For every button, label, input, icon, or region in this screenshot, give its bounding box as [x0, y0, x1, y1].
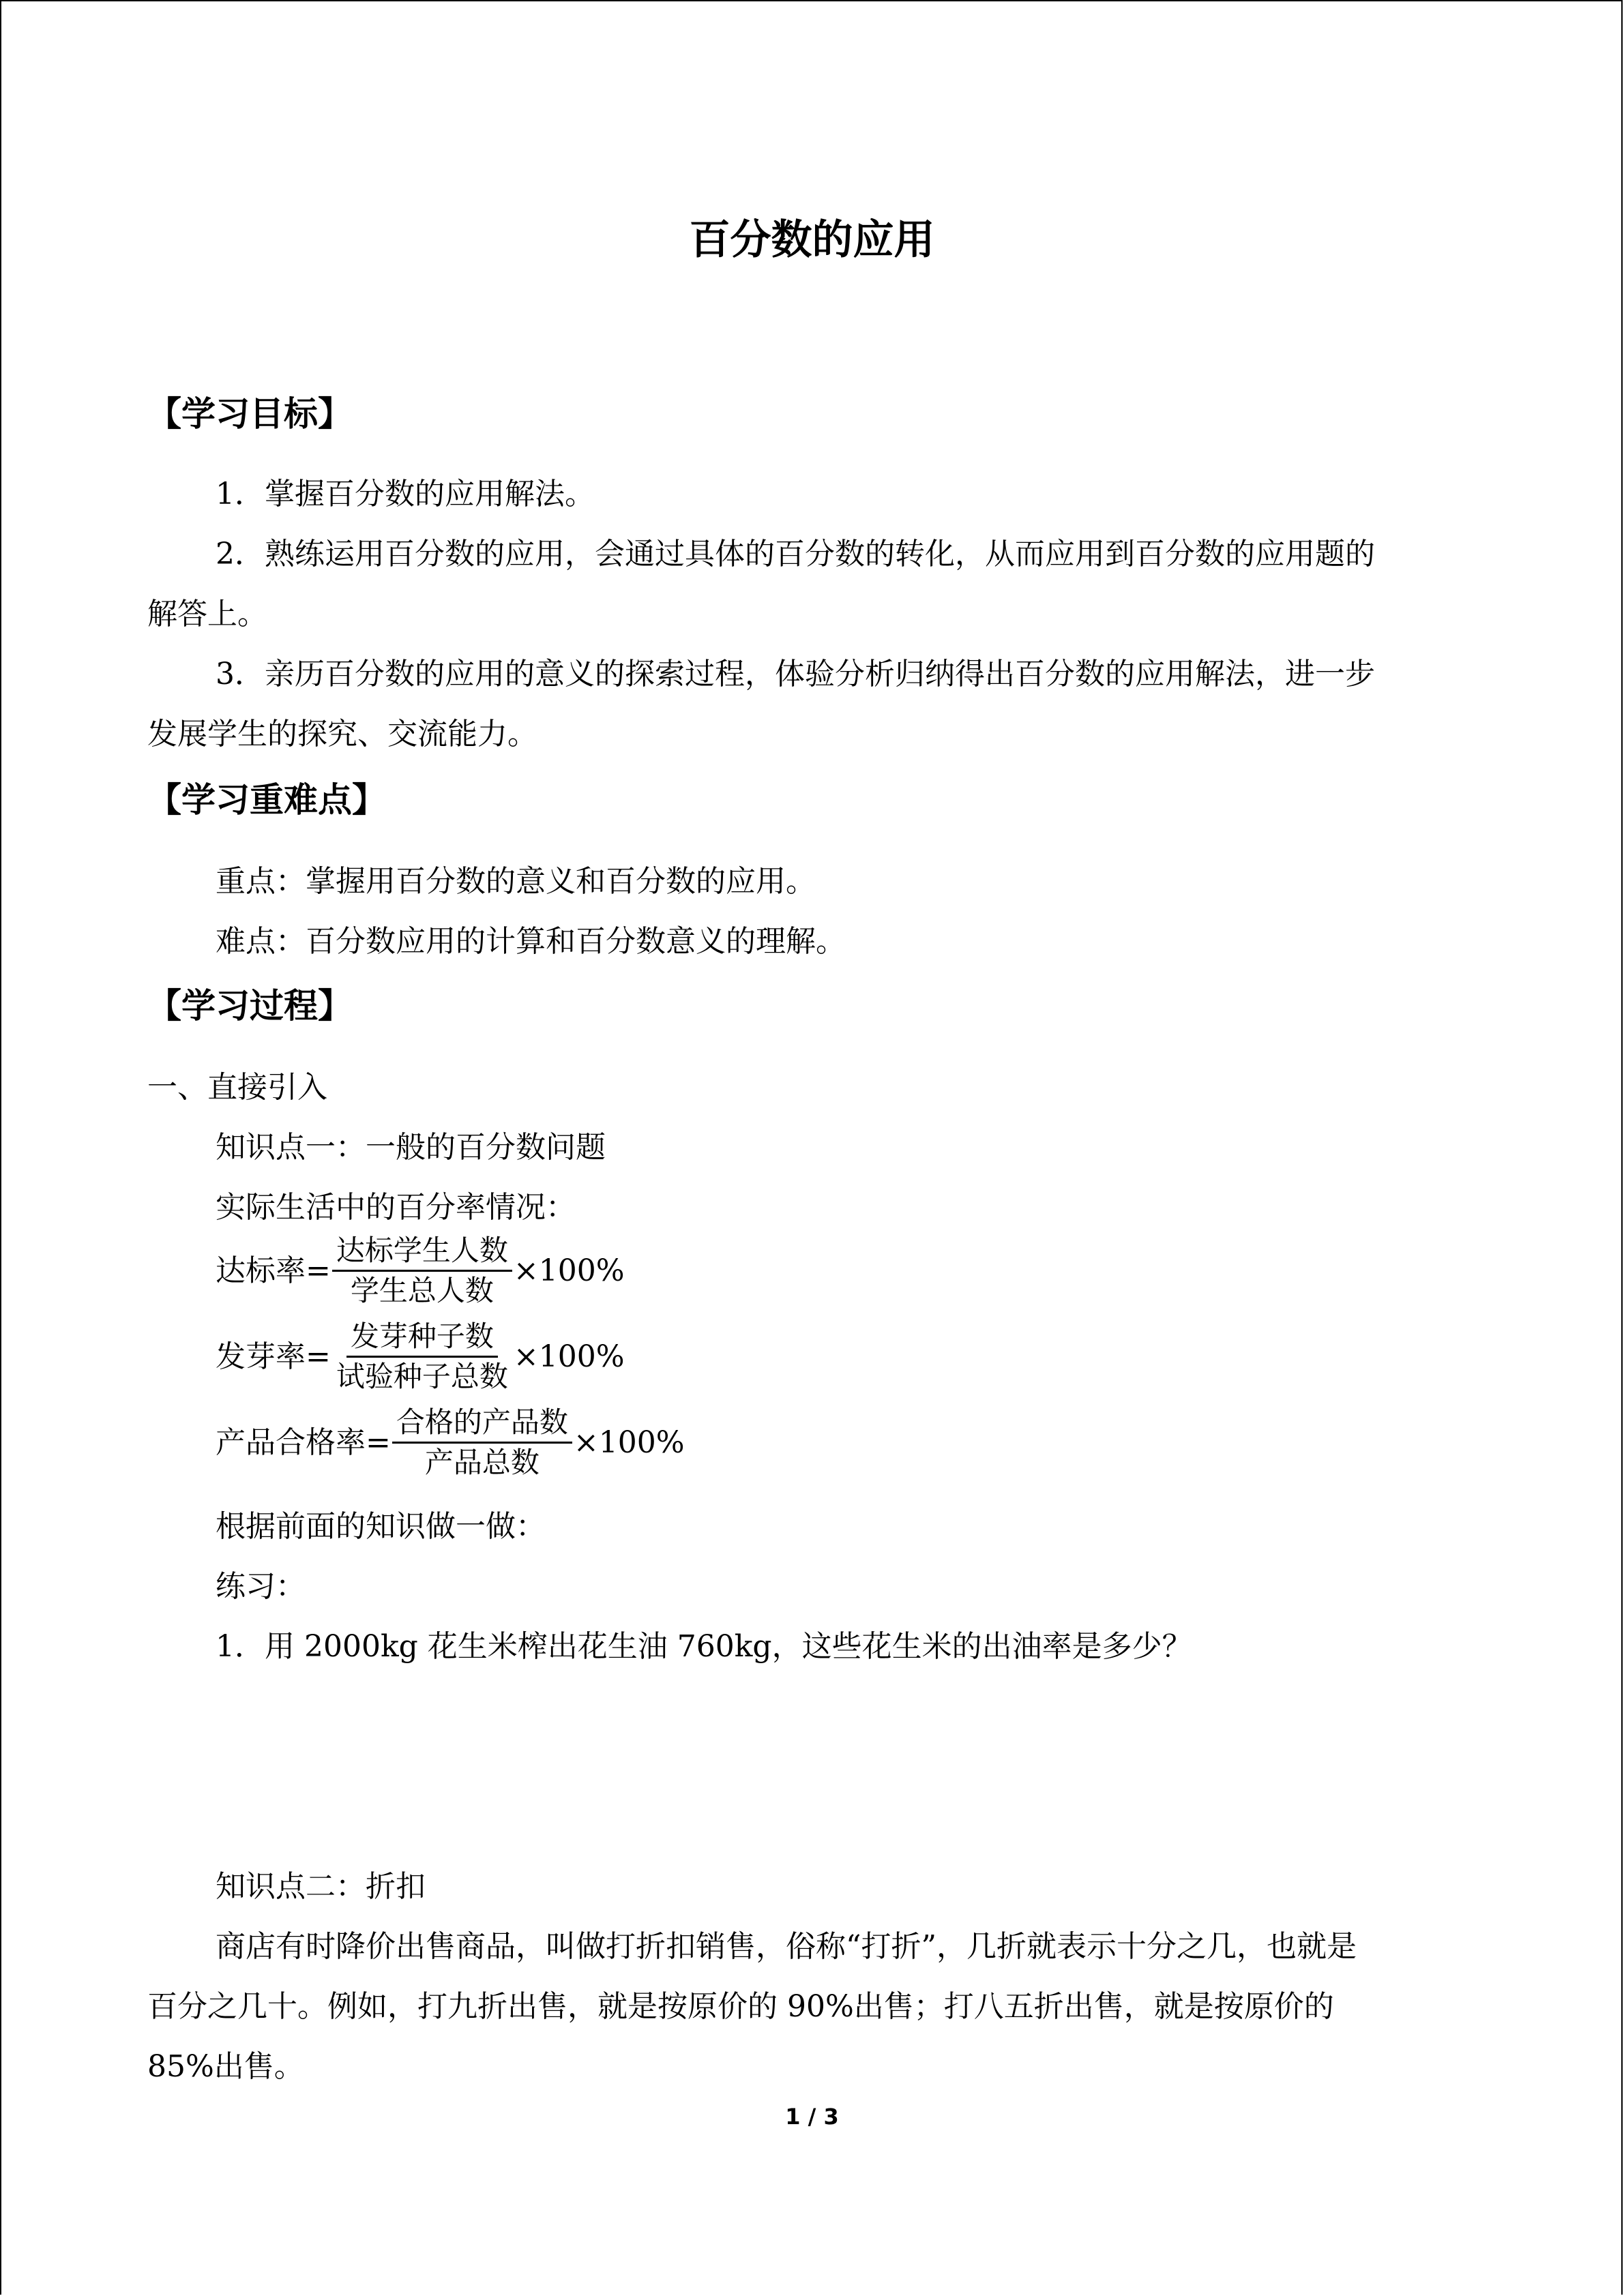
- objective-item-2-line-1: 2．熟练运用百分数的应用，会通过具体的百分数的转化，从而应用到百分数的应用题的: [216, 537, 1375, 571]
- exercise-1: 1．用 2000kg 花生米榨出花生油 760kg，这些花生米的出油率是多少？: [216, 1629, 1192, 1664]
- fraction-denominator: 学生总人数: [350, 1274, 494, 1307]
- fraction-numerator: 合格的产品数: [392, 1403, 572, 1444]
- fraction-numerator: 达标学生人数: [332, 1232, 512, 1272]
- discount-line-3: 85%出售。: [147, 2049, 304, 2084]
- formula-label: 达标率=: [216, 1253, 331, 1288]
- key-point-difficulty: 难点：百分数应用的计算和百分数意义的理解。: [216, 924, 846, 959]
- key-point-focus: 重点：掌握用百分数的意义和百分数的应用。: [216, 864, 816, 899]
- objective-item-3-line-1: 3．亲历百分数的应用的意义的探索过程，体验分析归纳得出百分数的应用解法，进一步: [216, 657, 1375, 691]
- formula-label: 产品合格率=: [216, 1425, 391, 1460]
- objective-item-2-line-2: 解答上。: [147, 597, 267, 631]
- knowledge-point-1: 知识点一：一般的百分数问题: [216, 1130, 606, 1165]
- heading-key-points: 【学习重难点】: [147, 779, 386, 820]
- page-number: 1 / 3: [785, 2104, 839, 2130]
- section-direct-intro: 一、直接引入: [147, 1070, 327, 1105]
- formula-germination-rate: [216, 1317, 625, 1396]
- heading-process: 【学习过程】: [147, 985, 352, 1026]
- objective-item-3-line-2: 发展学生的探究、交流能力。: [147, 717, 537, 751]
- knowledge-point-2: 知识点二：折扣: [216, 1869, 426, 1904]
- practice-label: 练习：: [216, 1569, 306, 1604]
- discount-line-1: 商店有时降价出售商品，叫做打折扣销售，俗称“打折”，几折就表示十分之几，也就是: [216, 1929, 1357, 1964]
- fraction: [332, 1317, 512, 1396]
- formula-multiplier: ×100%: [573, 1425, 685, 1460]
- real-life-rates-intro: 实际生活中的百分率情况：: [216, 1190, 576, 1225]
- formula-multiplier: ×100%: [513, 1253, 625, 1288]
- heading-objectives: 【学习目标】: [147, 393, 352, 434]
- formula-multiplier: ×100%: [513, 1339, 625, 1374]
- objective-item-1: 1．掌握百分数的应用解法。: [216, 477, 595, 511]
- fraction: [332, 1232, 512, 1310]
- fraction: [392, 1403, 572, 1482]
- formula-qualification-rate: [216, 1403, 685, 1482]
- do-it-prompt: 根据前面的知识做一做：: [216, 1509, 546, 1544]
- fraction-numerator: 发芽种子数: [346, 1317, 498, 1358]
- fraction-denominator: 试验种子总数: [336, 1360, 508, 1393]
- discount-line-2: 百分之几十。例如，打九折出售，就是按原价的 90%出售；打八五折出售，就是按原价的: [147, 1989, 1334, 2024]
- fraction-denominator: 产品总数: [424, 1446, 540, 1479]
- formula-pass-rate: [216, 1232, 625, 1310]
- page-title: 百分数的应用: [689, 216, 935, 264]
- formula-label: 发芽率=: [216, 1339, 331, 1374]
